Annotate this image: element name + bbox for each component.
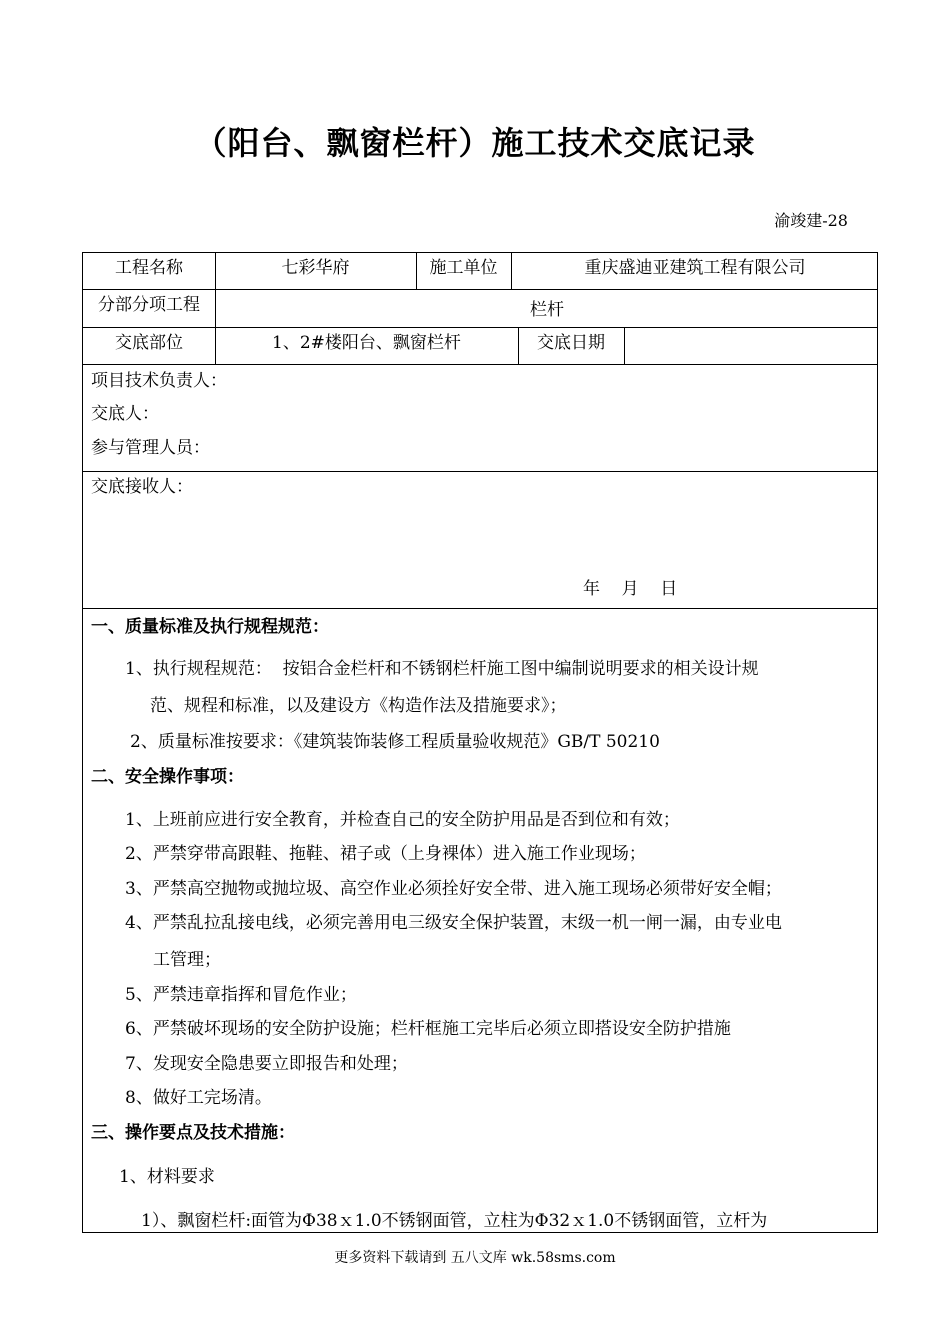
section-quality-heading: 一、质量标准及执行规程规范： (91, 617, 329, 637)
quality-item-1: 1、执行规程规范： 按铝合金栏杆和不锈钢栏杆施工图中编制说明要求的相关设计规 (125, 659, 759, 679)
safety-item-3: 3、严禁高空抛物或抛垃圾、高空作业必须拴好安全带、进入施工现场必须带好安全帽； (125, 879, 782, 899)
document-title: （阳台、飘窗栏杆）施工技术交底记录 (194, 124, 756, 162)
footer-source: 更多资料下载请到 五八文库 wk.58sms.com (334, 1250, 616, 1266)
sub-project-value: 栏杆 (530, 300, 564, 320)
safety-item-2: 2、严禁穿带高跟鞋、拖鞋、裙子或（上身裸体）进入施工作业现场； (125, 844, 646, 864)
row-divider (83, 364, 877, 365)
safety-item-8: 8、做好工完场清。 (125, 1088, 272, 1108)
safety-item-4: 4、严禁乱拉乱接电线，必须完善用电三级安全保护装置，末级一机一闸一漏，由专业电 (125, 913, 782, 933)
row-divider (83, 327, 877, 328)
section-safety-heading: 二、安全操作事项： (91, 767, 244, 787)
disclosure-location-label: 交底部位 (115, 333, 183, 353)
sub-project-label: 分部分项工程 (98, 295, 200, 315)
row-divider (83, 608, 877, 609)
document-code: 渝竣建-28 (774, 211, 848, 230)
disclosure-record-table (82, 252, 878, 1233)
contractor-value: 重庆盛迪亚建筑工程有限公司 (584, 258, 806, 278)
quality-item-1-cont: 范、规程和标准，以及建设方《构造作法及措施要求》； (150, 696, 567, 716)
managers-label: 参与管理人员： (91, 438, 210, 458)
safety-item-6: 6、严禁破坏现场的安全防护设施；栏杆框施工完毕后必须立即搭设安全防护措施 (125, 1019, 731, 1039)
discloser-label: 交底人： (91, 404, 159, 424)
column-divider (624, 327, 625, 364)
project-name-label: 工程名称 (115, 258, 183, 278)
row-divider (83, 471, 877, 472)
receiver-date: 年 月 日 (583, 579, 678, 599)
project-name-value: 七彩华府 (281, 258, 350, 278)
quality-item-2: 2、质量标准按要求：《建筑装饰装修工程质量验收规范》GB/T 50210 (130, 732, 660, 752)
disclosure-date-label: 交底日期 (537, 333, 605, 353)
safety-item-7: 7、发现安全隐患要立即报告和处理； (125, 1054, 408, 1074)
safety-item-1: 1、上班前应进行安全教育，并检查自己的安全防护用品是否到位和有效； (125, 810, 680, 830)
receiver-label: 交底接收人： (91, 477, 193, 497)
section-technical-heading: 三、操作要点及技术措施： (91, 1123, 295, 1143)
technical-sub-1-item-1: 1）、飘窗栏杆:面管为Φ38ｘ1.0不锈钢面管，立柱为Φ32ｘ1.0不锈钢面管，立杆为 (141, 1211, 768, 1231)
safety-item-5: 5、严禁违章指挥和冒危作业； (125, 985, 357, 1005)
disclosure-location-value: 1、2#楼阳台、飘窗栏杆 (272, 333, 461, 353)
contractor-label: 施工单位 (429, 258, 498, 278)
tech-lead-label: 项目技术负责人： (91, 371, 227, 391)
safety-item-4-cont: 工管理； (153, 950, 221, 970)
row-divider (83, 289, 877, 290)
technical-sub-1: 1、材料要求 (119, 1167, 215, 1187)
